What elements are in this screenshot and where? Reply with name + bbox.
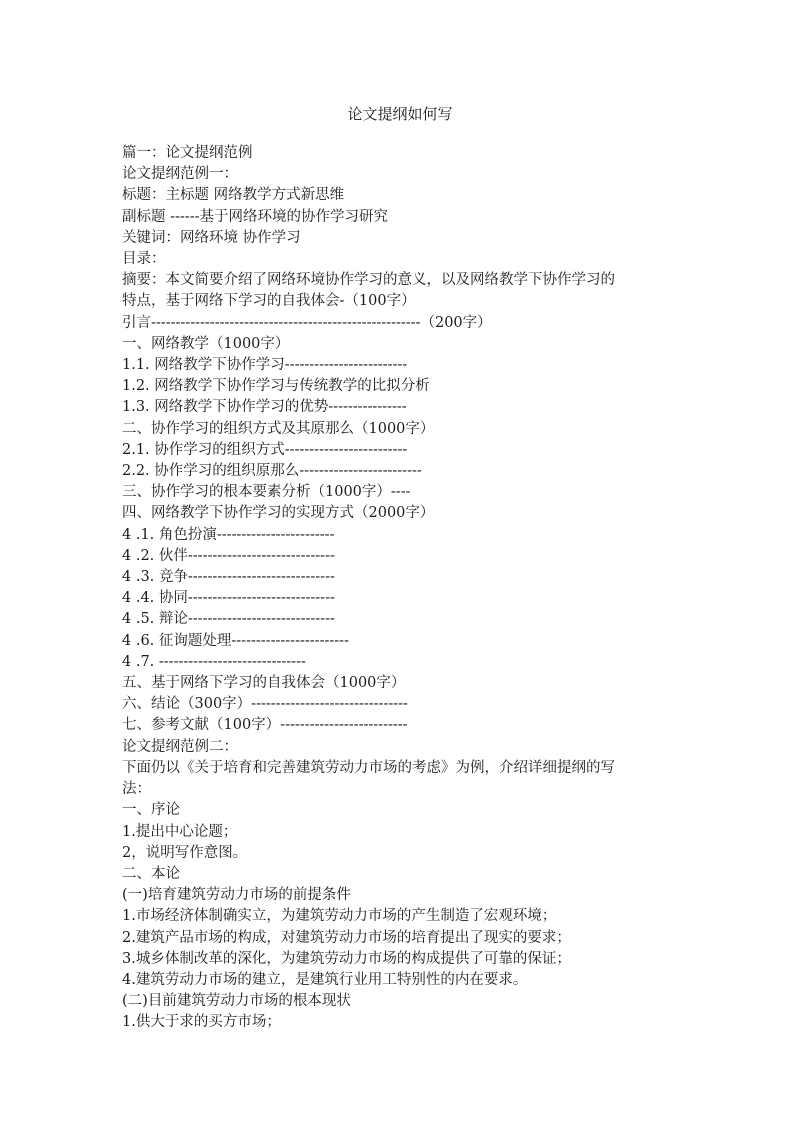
document-line: 六、结论（300字）--------------------------------: [122, 696, 408, 713]
document-line: 1.市场经济体制确实立，为建筑劳动力市场的产生制造了宏观环境；: [122, 908, 557, 925]
document-line: 1.提出中心论题；: [122, 823, 238, 840]
document-line: 4 .7. ------------------------------: [122, 653, 306, 670]
document-line: 关键词：网络环境 协作学习: [122, 229, 301, 246]
document-line: 2.建筑产品市场的构成，对建筑劳动力市场的培育提出了现实的要求；: [122, 929, 571, 946]
document-line: 4 .6. 征询题处理------------------------: [122, 632, 349, 649]
document-line: 1.供大于求的买方市场；: [122, 1014, 281, 1031]
document-line: 4.建筑劳动力市场的建立，是建筑行业用工特别性的内在要求。: [122, 971, 528, 988]
document-line: 目录：: [122, 251, 166, 268]
document-line: 篇一：论文提纲范例: [122, 145, 253, 161]
document-line: 七、参考文献（100字）--------------------------: [122, 717, 408, 734]
document-line: (二)目前建筑劳动力市场的根本现状: [122, 993, 351, 1010]
document-line: 二、协作学习的组织方式及其原那么（1000字）: [122, 420, 435, 437]
document-line: 特点，基于网络下学习的自我体会-（100字）: [122, 293, 416, 310]
document-line: 三、协作学习的根本要素分析（1000字）----: [122, 484, 411, 501]
document-line: 论文提纲范例二：: [122, 738, 238, 755]
document-line: 一、网络教学（1000字）: [122, 335, 290, 352]
document-line: 4 .4. 协同------------------------------: [122, 590, 335, 607]
document-line: 4 .1. 角色扮演------------------------: [122, 526, 335, 543]
document-line: 标题：主标题 网络教学方式新思维: [122, 187, 345, 204]
document-line: 论文提纲范例一：: [122, 166, 238, 183]
document-line: 2.1. 协作学习的组织方式-------------------------: [122, 441, 408, 458]
document-line: 4 .2. 伙伴------------------------------: [122, 547, 335, 564]
document-line: 4 .3. 竞争------------------------------: [122, 569, 335, 586]
document-body: [122, 143, 682, 1034]
document-line: 引言-------------------------------------------------------（200字）: [122, 314, 492, 331]
document-line: 法：: [122, 781, 151, 798]
document-line: 2.2. 协作学习的组织原那么-------------------------: [122, 463, 422, 480]
document-line: 2，说明写作意图。: [122, 844, 248, 861]
document-line: 副标题 ------基于网络环境的协作学习研究: [122, 208, 389, 225]
document-line: 4 .5. 辩论------------------------------: [122, 611, 335, 628]
document-line: 摘要：本文简要介绍了网络环境协作学习的意义，以及网络教学下协作学习的: [122, 272, 615, 289]
document-line: (一)培育建筑劳动力市场的前提条件: [122, 887, 351, 904]
document-line: 四、网络教学下协作学习的实现方式（2000字）: [122, 505, 435, 522]
document-line: 1.2. 网络教学下协作学习与传统教学的比拟分析: [122, 378, 430, 395]
document-line: 1.1. 网络教学下协作学习-------------------------: [122, 357, 408, 374]
document-line: 1.3. 网络教学下协作学习的优势----------------: [122, 399, 407, 416]
document-line: 二、本论: [122, 865, 180, 882]
document-line: 五、基于网络下学习的自我体会（1000字）: [122, 675, 406, 692]
document-line: 一、序论: [122, 802, 180, 819]
document-title: 论文提纲如何写: [347, 105, 453, 123]
document-line: 下面仍以《关于培育和完善建筑劳动力市场的考虑》为例，介绍详细提纲的写: [122, 759, 615, 776]
document-line: 3.城乡体制改革的深化，为建筑劳动力市场的构成提供了可靠的保证；: [122, 950, 571, 967]
